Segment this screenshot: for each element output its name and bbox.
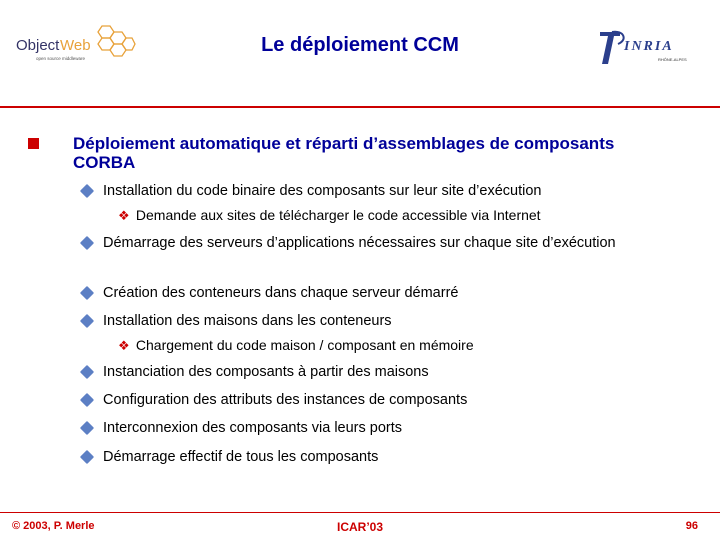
header-divider bbox=[0, 106, 720, 108]
footer-divider bbox=[0, 512, 720, 513]
clover-bullet-icon: ❖ bbox=[118, 208, 130, 223]
diamond-bullet-icon bbox=[80, 286, 94, 300]
diamond-bullet-icon bbox=[80, 393, 94, 407]
diamond-bullet-icon bbox=[80, 365, 94, 379]
svg-text:Web: Web bbox=[60, 37, 91, 54]
objectweb-logo bbox=[14, 20, 136, 70]
sub-list-item: ❖ Chargement du code maison / composant en mémoire bbox=[118, 335, 474, 356]
diamond-bullet-icon bbox=[80, 184, 94, 198]
svg-text:RHÔNE-ALPES: RHÔNE-ALPES bbox=[658, 57, 687, 62]
list-item: Installation du code binaire des composants sur leur site d’exécution bbox=[82, 180, 663, 202]
main-heading: Déploiement automatique et réparti d’assemblages de composants CORBA bbox=[73, 134, 615, 172]
diamond-bullet-icon bbox=[80, 450, 94, 464]
svg-text:Object: Object bbox=[16, 37, 60, 54]
page-number: 96 bbox=[685, 520, 698, 532]
svg-text:open source middleware: open source middleware bbox=[36, 56, 86, 61]
list-item: Démarrage effectif de tous les composants bbox=[82, 446, 663, 468]
list-item: Instanciation des composants à partir des maisons bbox=[82, 361, 663, 383]
main-bullet bbox=[28, 134, 648, 172]
diamond-bullet-icon bbox=[80, 236, 94, 250]
inria-logo bbox=[598, 28, 704, 68]
list-item: Démarrage des serveurs d’applications nécessaires sur chaque site d’exécution bbox=[82, 232, 663, 254]
clover-bullet-icon: ❖ bbox=[118, 338, 130, 353]
footer-copyright: © 2003, P. Merle bbox=[12, 520, 95, 532]
diamond-bullet-icon bbox=[80, 421, 94, 435]
square-bullet-icon bbox=[28, 138, 39, 149]
footer-event: ICAR’03 bbox=[336, 520, 383, 534]
sub-list-item: ❖ Demande aux sites de télécharger le code accessible via Internet bbox=[118, 205, 541, 226]
diamond-bullet-icon bbox=[80, 314, 94, 328]
list-item: Création des conteneurs dans chaque serveur démarré bbox=[82, 282, 663, 304]
list-item: Installation des maisons dans les conteneurs bbox=[82, 310, 663, 332]
list-item: Configuration des attributs des instances de composants bbox=[82, 389, 663, 411]
page-title: Le déploiement CCM bbox=[261, 34, 459, 56]
list-item: Interconnexion des composants via leurs ports bbox=[82, 417, 663, 439]
svg-text:INRIA: INRIA bbox=[624, 39, 674, 54]
